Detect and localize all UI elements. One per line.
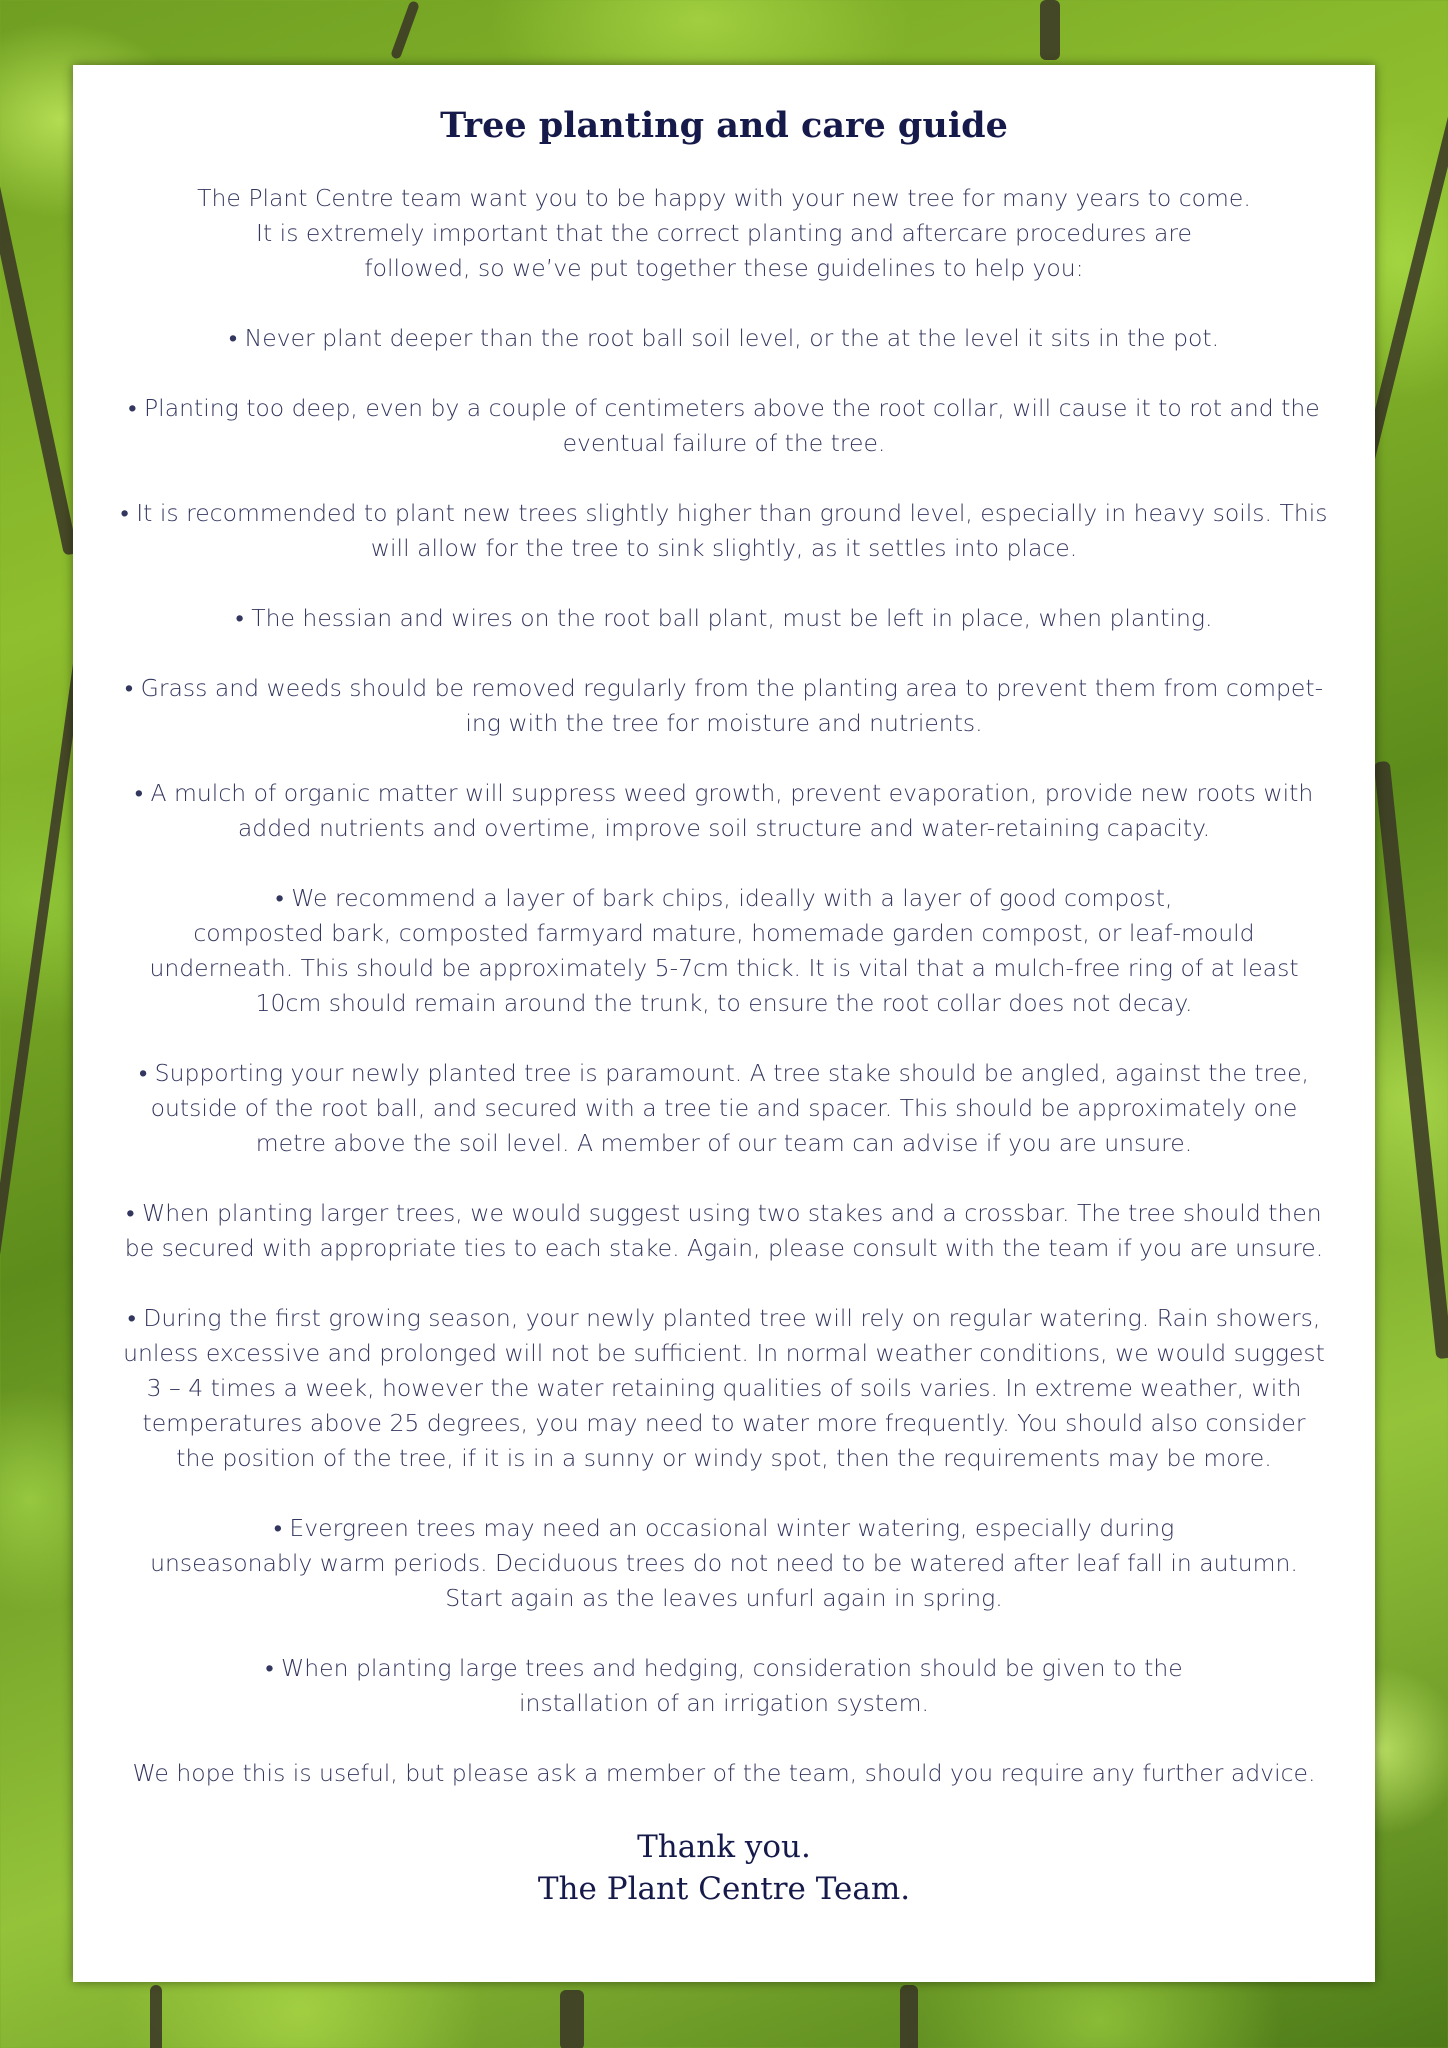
bullet-line: • Never plant deeper than the root ball soil level, or the at the level it sits in the pot. [228, 323, 1220, 352]
guide-card [73, 65, 1375, 1982]
bullet-point [83, 1301, 1365, 1476]
signoff [83, 1826, 1365, 1910]
intro-line: The Plant Centre team want you to be happy with your new tree for many years to come. [197, 183, 1251, 212]
bullet-point [83, 881, 1365, 1021]
bullet-line: be secured with appropriate ties to each stake. Again, please consult with the team if you are unsure. [124, 1233, 1324, 1262]
bullet-line: composted bark, composted farmyard mature, homemade garden compost, or leaf-mould [193, 918, 1255, 947]
intro-paragraph [83, 181, 1365, 286]
background-branch [900, 1985, 918, 2048]
intro-line: followed, so we’ve put together these guidelines to help you: [364, 253, 1084, 282]
bullet-line: • Grass and weeds should be removed regularly from the planting area to prevent them from compet- [124, 673, 1324, 702]
intro-line: It is extremely important that the correct planting and aftercare procedures are [256, 218, 1192, 247]
closing-paragraph: We hope this is useful, but please ask a member of the team, should you require any further advice. [132, 1758, 1316, 1787]
bullet-line: • Supporting your newly planted tree is paramount. A tree stake should be angled, against the tree, [138, 1058, 1310, 1087]
background-branch [390, 0, 420, 60]
background-branch [0, 44, 78, 556]
bullet-point [83, 321, 1365, 356]
bullet-line: metre above the soil level. A member of our team can advise if you are unsure. [255, 1128, 1193, 1157]
bullet-point [83, 1196, 1365, 1266]
bullet-point [83, 391, 1365, 461]
thanks-line: Thank you. [637, 1828, 811, 1865]
background-branch [1040, 0, 1060, 60]
bullet-point [83, 1056, 1365, 1161]
bullet-line: ing with the tree for moisture and nutrients. [465, 708, 983, 737]
bullet-line: • Planting too deep, even by a couple of centimeters above the root collar, will cause it to rot and the [128, 393, 1320, 422]
bullet-point [83, 776, 1365, 846]
bullet-line: added nutrients and overtime, improve soil structure and water-retaining capacity. [237, 813, 1211, 842]
bullet-line: 3 – 4 times a week, however the water retaining qualities of soils varies. In extreme weather, with [146, 1373, 1302, 1402]
bullet-line: temperatures above 25 degrees, you may need to water more frequently. You should also consider [142, 1408, 1306, 1437]
background-branch [560, 1990, 584, 2048]
bullet-point [83, 671, 1365, 741]
bullet-point [83, 496, 1365, 566]
bullet-line: outside of the root ball, and secured with a tree tie and spacer. This should be approximately one [150, 1093, 1298, 1122]
bullet-line: • It is recommended to plant new trees slightly higher than ground level, especially in heavy soils. This [120, 498, 1328, 527]
page-title: Tree planting and care guide [440, 105, 1008, 146]
bullet-line: underneath. This should be approximately 5-7cm thick. It is vital that a mulch-free ring of at least [149, 953, 1299, 982]
background-branch [1374, 761, 1448, 1359]
bullet-line: • During the first growing season, your newly planted tree will rely on regular watering. Rain showers, [127, 1303, 1321, 1332]
bullet-line: Start again as the leaves unfurl again in spring. [445, 1583, 1003, 1612]
bullet-line: • The hessian and wires on the root ball plant, must be left in place, when planting. [235, 603, 1213, 632]
bullet-line: installation of an irrigation system. [519, 1688, 929, 1717]
bullet-line: 10cm should remain around the trunk, to ensure the root collar does not decay. [255, 988, 1193, 1017]
bullet-point [83, 1651, 1365, 1721]
bullet-point [83, 601, 1365, 636]
bullet-line: • Evergreen trees may need an occasional winter watering, especially during [273, 1513, 1175, 1542]
bullet-line: • A mulch of organic matter will suppress weed growth, prevent evaporation, provide new roots with [134, 778, 1314, 807]
bullet-line: • When planting larger trees, we would suggest using two stakes and a crossbar. The tree should then [126, 1198, 1322, 1227]
bullet-line: will allow for the tree to sink slightly, as it settles into place. [370, 533, 1078, 562]
bullet-line: eventual failure of the tree. [562, 428, 886, 457]
background-branch [150, 1985, 162, 2048]
team-signature: The Plant Centre Team. [537, 1870, 911, 1907]
bullet-line: • When planting large trees and hedging, consideration should be given to the [265, 1653, 1183, 1682]
bullet-point [83, 1511, 1365, 1616]
bullet-line: unseasonably warm periods. Deciduous trees do not need to be watered after leaf fall in autumn. [150, 1548, 1298, 1577]
bullet-line: the position of the tree, if it is in a sunny or windy spot, then the requirements may be more. [176, 1443, 1272, 1472]
bullet-line: • We recommend a layer of bark chips, ideally with a layer of good compost, [275, 883, 1173, 912]
bullet-line: unless excessive and prolonged will not be sufficient. In normal weather conditions, we would suggest [123, 1338, 1325, 1367]
